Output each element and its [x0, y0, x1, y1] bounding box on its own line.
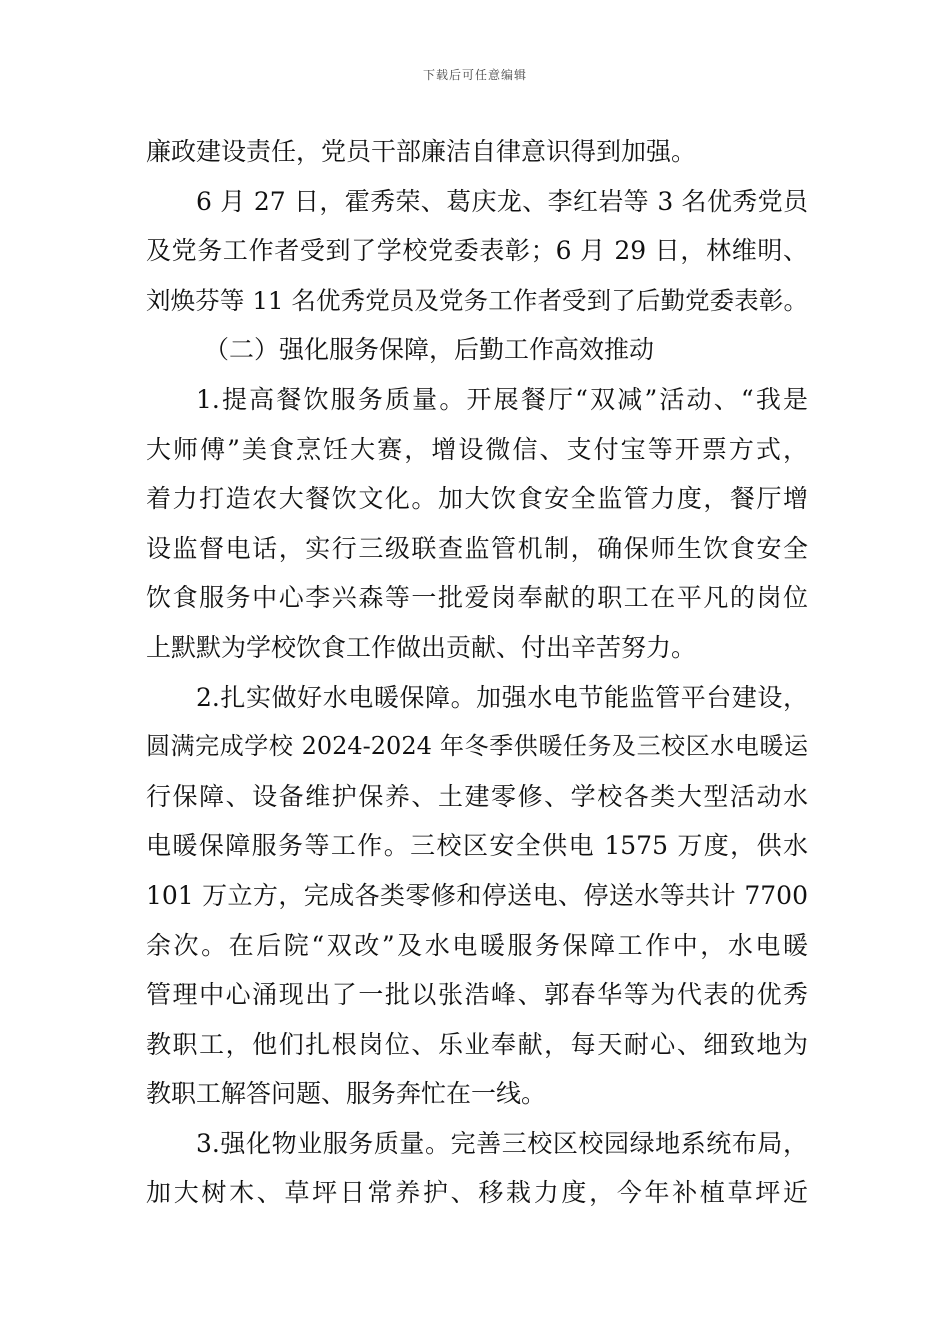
paragraph-line: 及党务工作者受到了学校党委表彰；6 月 29 日，林维明、	[146, 236, 808, 266]
paragraph-line: 上默默为学校饮食工作做出贡献、付出辛苦努力。	[146, 632, 697, 662]
paragraph-line: 饮食服务中心李兴森等一批爱岗奉献的职工在平凡的岗位	[146, 583, 808, 613]
page-header: 下载后可任意编辑	[422, 68, 527, 82]
document-body	[146, 127, 808, 1218]
paragraph-line: 加大树木、草坪日常养护、移栽力度，今年补植草坪近	[146, 1178, 808, 1208]
paragraph-line: 电暖保障服务等工作。三校区安全供电 1575 万度，供水	[146, 831, 808, 861]
paragraph-line: 刘焕芬等 11 名优秀党员及党务工作者受到了后勤党委表彰。	[146, 285, 808, 315]
paragraph-line: 教职工解答问题、服务奔忙在一线。	[146, 1079, 547, 1109]
paragraph-line: 余次。在后院“双改”及水电暖服务保障工作中，水电暖	[146, 930, 808, 960]
paragraph-line: 行保障、设备维护保养、土建零修、学校各类大型活动水	[146, 781, 808, 811]
paragraph-line: 2.扎实做好水电暖保障。加强水电节能监管平台建设，	[196, 682, 808, 712]
paragraph-line: 101 万立方，完成各类零修和停送电、停送水等共计 7700	[146, 880, 808, 910]
paragraph-line: 大师傅”美食烹饪大赛，增设微信、支付宝等开票方式，	[146, 434, 808, 464]
paragraph-line: 管理中心涌现出了一批以张浩峰、郭春华等为代表的优秀	[146, 980, 808, 1010]
paragraph-line: 着力打造农大餐饮文化。加大饮食安全监管力度，餐厅增	[146, 484, 808, 514]
paragraph-line: 圆满完成学校 2024-2024 年冬季供暖任务及三校区水电暖运	[146, 732, 808, 761]
paragraph-line: 教职工，他们扎根岗位、乐业奉献，每天耐心、细致地为	[146, 1029, 808, 1059]
paragraph-line: 廉政建设责任，党员干部廉洁自律意识得到加强。	[146, 137, 697, 166]
section-heading: （二）强化服务保障，后勤工作高效推动	[204, 335, 655, 365]
paragraph-line: 6 月 27 日，霍秀荣、葛庆龙、李红岩等 3 名优秀党员	[196, 186, 808, 216]
paragraph-line: 设监督电话，实行三级联查监管机制，确保师生饮食安全	[146, 533, 808, 563]
paragraph-line: 1.提高餐饮服务质量。开展餐厅“双减”活动、“我是	[196, 384, 808, 414]
paragraph-line: 3.强化物业服务质量。完善三校区校园绿地系统布局，	[196, 1128, 808, 1158]
